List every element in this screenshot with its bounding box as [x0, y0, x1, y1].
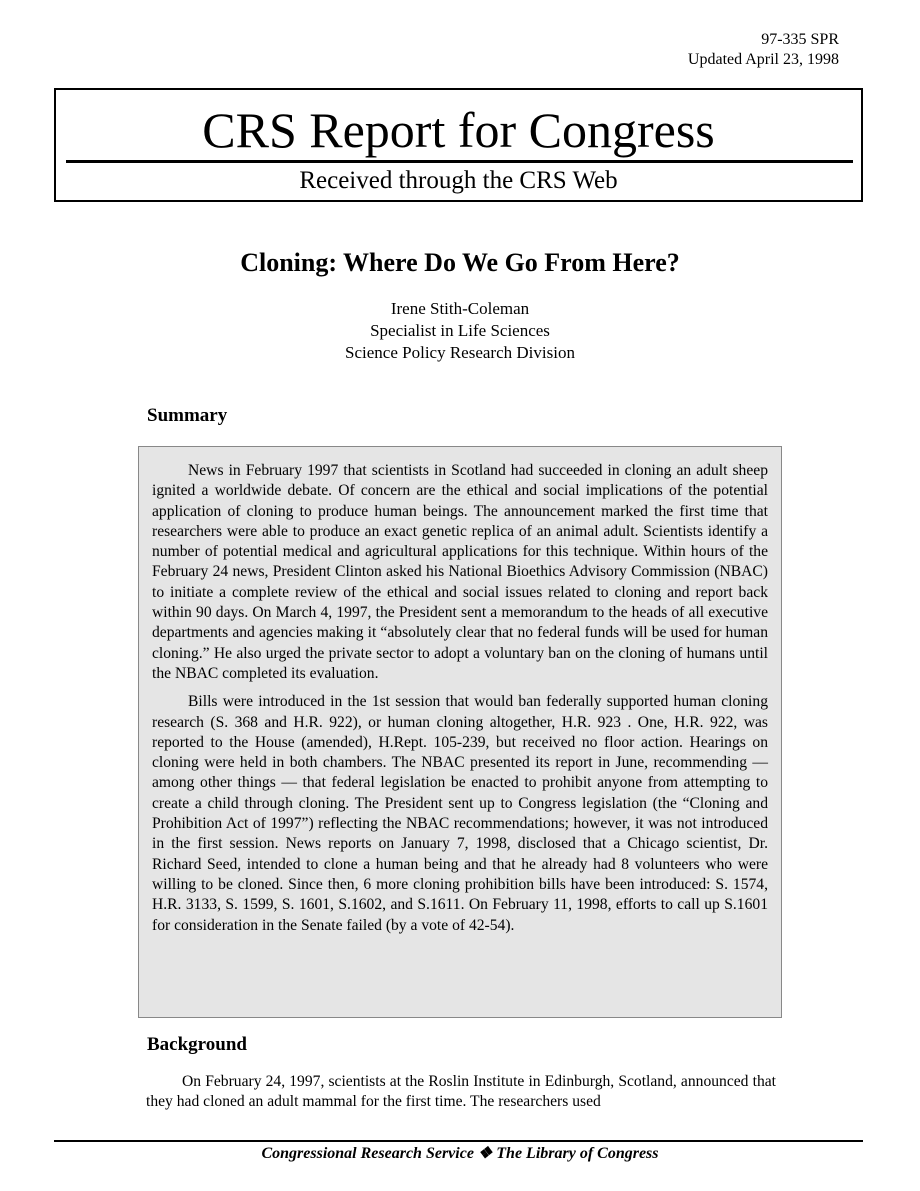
- summary-paragraph: News in February 1997 that scientists in Scotland had succeeded in cloning an adult sheep ignited a worldwide debate. Of concern are the ethical and social implications of the potential application of cloning to produce human beings. The announcement marked the first time that researchers were able to produce an exact genetic replica of an animal adult. Scientists identify a number of potential medical and agricultural applications for this technique. Within hours of the February 24 news, President Clinton asked his National Bioethics Advisory Commission (NBAC) to initiate a complete review of the ethical and social issues related to cloning and report back within 90 days. On March 4, 1997, the President sent a memorandum to the heads of all executive departments and agencies making it “absolutely clear that no federal funds will be used for human cloning.” He also urged the private sector to adopt a voluntary ban on the cloning of humans until the NBAC completed its evaluation.: [152, 462, 768, 682]
- masthead: [54, 88, 863, 202]
- report-identifier: [688, 30, 839, 70]
- footer-text: Congressional Research Service ❖ The Library of Congress: [261, 1145, 659, 1162]
- masthead-title: CRS Report for Congress: [202, 102, 715, 158]
- author-name: Irene Stith-Coleman: [390, 299, 530, 318]
- background-paragraph: On February 24, 1997, scientists at the Roslin Institute in Edinburgh, Scotland, announced that they had cloned an adult mammal for the first time. The researchers used: [146, 1073, 776, 1111]
- summary-heading: Summary: [147, 405, 228, 426]
- masthead-subtitle: Received through the CRS Web: [299, 167, 618, 194]
- footer-rule: [54, 1140, 863, 1142]
- document-title: Cloning: Where Do We Go From Here?: [240, 248, 680, 277]
- author-title: Specialist in Life Sciences: [370, 321, 550, 340]
- author-block: [0, 298, 920, 364]
- summary-box: [138, 446, 782, 1018]
- background-heading: Background: [147, 1034, 247, 1055]
- summary-paragraph: Bills were introduced in the 1st session that would ban federally supported human cloning research (S. 368 and H.R. 922), or human cloning altogether, H.R. 923 . One, H.R. 922, was reported to the House (amended), H.Rept. 105-239, but received no floor action. Hearings on cloning were held in both chambers. The NBAC presented its report in June, recommending — among other things — that federal legislation be enacted to prohibit anyone from attempting to create a child through cloning. The President sent up to Congress legislation (the “Cloning and Prohibition Act of 1997”) reflecting the NBAC recommendations; however, it was not introduced in the first session. News reports on January 7, 1998, disclosed that a Chicago scientist, Dr. Richard Seed, intended to clone a human being and that he already had 8 volunteers who were willing to be cloned. Since then, 6 more cloning prohibition bills have been introduced: S. 1574, H.R. 3133, S. 1599, S. 1601, S.1602, and S.1611. On February 11, 1998, efforts to call up S.1601 for consideration in the Senate failed (by a vote of 42-54).: [152, 693, 768, 934]
- masthead-rule: [66, 160, 853, 163]
- author-division: Science Policy Research Division: [345, 343, 575, 362]
- report-number: 97-335 SPR: [761, 31, 839, 48]
- updated-date: Updated April 23, 1998: [687, 51, 839, 68]
